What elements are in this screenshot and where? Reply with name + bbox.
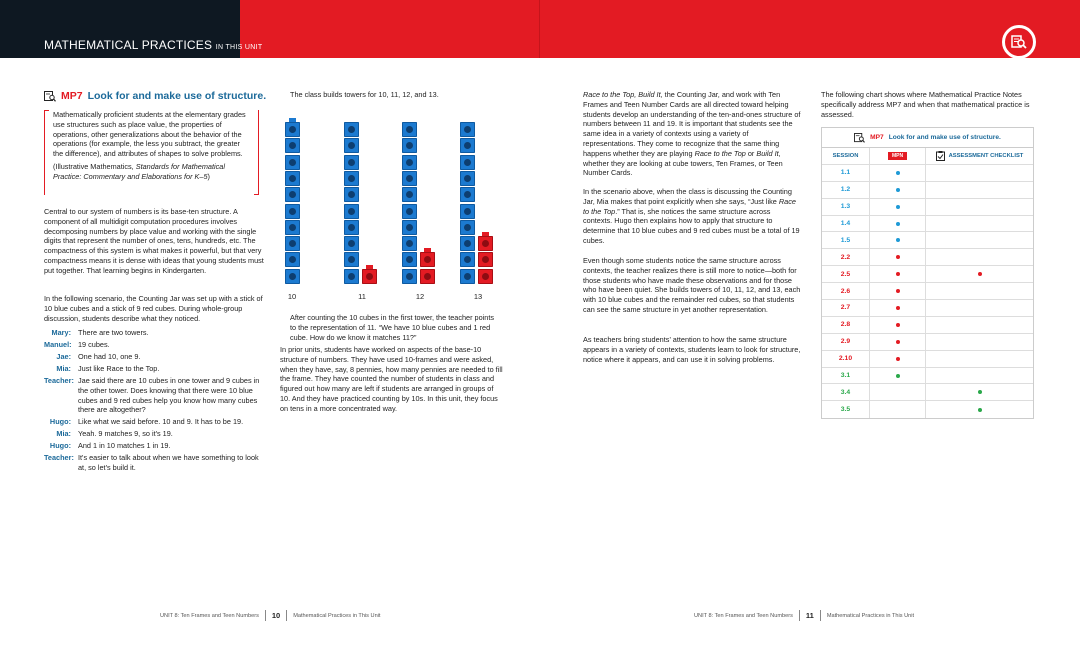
checklist-dot xyxy=(978,408,982,412)
blue-cube xyxy=(402,138,417,153)
mpn-cell xyxy=(870,334,926,350)
table-row xyxy=(822,232,1033,249)
mpn-dot xyxy=(896,188,900,192)
mpn-cell xyxy=(870,368,926,384)
footer-right xyxy=(694,610,914,621)
table-row xyxy=(822,368,1033,385)
page-title-main: MATHEMATICAL PRACTICES xyxy=(44,38,213,52)
session-cell: 3.5 xyxy=(822,401,870,418)
text-italic: Race to the Top xyxy=(694,148,746,158)
mp-heading xyxy=(44,90,266,102)
utterance: There are two towers. xyxy=(78,328,149,337)
table-row xyxy=(822,266,1033,283)
header-checklist-label: ASSESSMENT CHECKLIST xyxy=(948,152,1024,159)
table-row xyxy=(822,199,1033,216)
cube-towers-figure xyxy=(278,105,503,305)
dialogue-line xyxy=(44,417,264,427)
dialogue-line xyxy=(44,328,264,338)
figure-caption: After counting the 10 cubes in the first tower, the teacher points to the representation of 11. “We have 10 blue cubes and 1 red cube. How do we know it matches 11?” xyxy=(290,313,495,342)
mpn-cell xyxy=(870,401,926,418)
page-title-sub: IN THIS UNIT xyxy=(215,44,263,51)
magnifier-book-icon xyxy=(854,133,865,143)
red-cube xyxy=(478,269,493,284)
table-row xyxy=(822,351,1033,368)
checklist-cell xyxy=(926,401,1033,418)
blue-cube xyxy=(285,269,300,284)
checklist-cell xyxy=(926,165,1033,181)
footer-divider xyxy=(286,610,287,621)
header-mpn xyxy=(870,148,926,164)
session-cell: 2.9 xyxy=(822,334,870,350)
blue-cube xyxy=(285,122,300,137)
blue-cube xyxy=(460,187,475,202)
mpn-badge: MPN xyxy=(888,152,907,160)
mpn-cell xyxy=(870,182,926,198)
header-checklist xyxy=(926,148,1033,164)
session-cell: 2.5 xyxy=(822,266,870,282)
mpn-cell xyxy=(870,216,926,232)
session-cell: 1.2 xyxy=(822,182,870,198)
blue-cube xyxy=(402,122,417,137)
mpn-cell xyxy=(870,300,926,316)
dialogue xyxy=(44,328,264,475)
footer-section: Mathematical Practices in This Unit xyxy=(826,612,915,619)
page-number: 10 xyxy=(271,611,281,620)
footer-section: Mathematical Practices in This Unit xyxy=(293,612,381,619)
utterance: Just like Race to the Top. xyxy=(78,363,160,373)
checklist-cell xyxy=(926,334,1033,350)
col3-paragraph: As teachers bring students’ attention to how the same structure appears in a variety of contexts, students learn to look for structure, notice where it appears, and can use it in solving problems. xyxy=(583,335,801,364)
blue-cube xyxy=(460,236,475,251)
quote-body: Mathematically proficient students at the elementary grades use structures such as place value, the properties of operations, other generalizations about the behavior of the operations (for example, the less you subtract, the greater the difference), and attributes of shapes to solve problems. xyxy=(53,110,246,159)
blue-cube xyxy=(285,236,300,251)
blue-cube xyxy=(460,155,475,170)
session-cell: 1.5 xyxy=(822,232,870,248)
blue-cube xyxy=(402,269,417,284)
mpn-cell xyxy=(870,266,926,282)
page-fold xyxy=(539,0,540,58)
page-title xyxy=(44,38,262,52)
blue-cube xyxy=(285,171,300,186)
footer-unit: UNIT 8: Ten Frames and Teen Numbers xyxy=(160,612,259,619)
footer-divider xyxy=(799,610,800,621)
mpn-cell xyxy=(870,283,926,299)
blue-cube xyxy=(460,204,475,219)
table-title xyxy=(822,128,1033,148)
blue-cube xyxy=(285,138,300,153)
text-italic: Race to the Top xyxy=(583,196,796,216)
blue-cube xyxy=(402,187,417,202)
text-run: .” That is, she notices the same structure across contexts. Hugo then explains how to apply that structure to determine that 10 blue cubes and 9 red cubes must be a total of 19 cubes. xyxy=(583,206,800,245)
mpn-dot xyxy=(896,340,900,344)
mpn-cell xyxy=(870,384,926,400)
blue-cube xyxy=(402,220,417,235)
chart-intro: The following chart shows where Mathematical Practice Notes specifically address MP7 and when that mathematical practice is assessed. xyxy=(821,90,1030,119)
blue-cube xyxy=(344,252,359,267)
col3-paragraph xyxy=(583,90,801,178)
magnifier-book-icon xyxy=(44,91,56,102)
mp-title: Look for and make use of structure. xyxy=(87,90,267,102)
table-row xyxy=(822,384,1033,401)
utterance: And 1 in 10 matches 1 in 19. xyxy=(78,441,171,451)
checklist-cell xyxy=(926,199,1033,215)
checklist-cell xyxy=(926,368,1033,384)
blue-cube xyxy=(402,236,417,251)
mpn-dot xyxy=(896,205,900,209)
table-title-code: MP7 xyxy=(870,134,884,141)
dialogue-line xyxy=(44,453,264,473)
blue-cube xyxy=(402,204,417,219)
red-cube xyxy=(420,252,435,267)
blue-cube xyxy=(402,171,417,186)
mpn-dot xyxy=(896,255,900,259)
towers-intro: The class builds towers for 10, 11, 12, and 13. xyxy=(290,90,439,99)
tower-label: 11 xyxy=(358,292,366,301)
mpn-dot xyxy=(896,222,900,226)
checklist-cell xyxy=(926,232,1033,248)
dialogue-line xyxy=(44,376,264,415)
blue-cube xyxy=(344,171,359,186)
red-cube xyxy=(362,269,377,284)
citation-title: Standards for Mathematical Practice: Commentary and Elaborations for K–5 xyxy=(53,161,225,181)
mpn-dot xyxy=(896,289,900,293)
mpn-cell xyxy=(870,351,926,367)
blue-cube xyxy=(344,155,359,170)
speaker: Teacher: xyxy=(44,375,74,385)
speaker: Teacher: xyxy=(44,453,74,463)
mpn-dot xyxy=(896,323,900,327)
checklist-cell xyxy=(926,351,1033,367)
footer-left xyxy=(160,610,380,621)
tower-label: 10 xyxy=(287,292,297,301)
session-cell: 1.1 xyxy=(822,165,870,181)
blue-cube xyxy=(402,155,417,170)
session-cell: 2.10 xyxy=(822,351,870,367)
session-cell: 2.6 xyxy=(822,283,870,299)
table-row xyxy=(822,182,1033,199)
session-cell: 2.7 xyxy=(822,300,870,316)
speaker: Hugo: xyxy=(49,441,71,451)
mpn-dot xyxy=(896,238,900,242)
blue-cube xyxy=(460,122,475,137)
blue-cube xyxy=(285,155,300,170)
text-italic: Race to the Top, Build It, xyxy=(583,90,663,99)
footer-divider xyxy=(820,610,821,621)
utterance: 19 cubes. xyxy=(78,339,110,349)
col3-paragraph: Even though some students notice the same structure across contexts, the teacher realizes there is still more to notice—both for those students who have made these observations and for those who have been quiet. She builds towers of 10, 11, 12, and 13, each with 10 blue cubes and the remainder red cubes, so that students can see the same structure in yet another representation. xyxy=(583,256,801,314)
session-cell: 3.4 xyxy=(822,384,870,400)
red-cube xyxy=(478,236,493,251)
checklist-dot xyxy=(978,272,982,276)
table-row xyxy=(822,300,1033,317)
checklist-cell xyxy=(926,182,1033,198)
table-row xyxy=(822,317,1033,334)
text-run: In the scenario above, when the class is discussing the Counting Jar, Mia makes that point explicitly when she says, “Just like xyxy=(583,187,792,206)
dialogue-line xyxy=(44,352,264,362)
citation-post: ) xyxy=(207,171,210,181)
blue-cube xyxy=(460,252,475,267)
dialogue-line xyxy=(44,340,264,350)
tower-label: 13 xyxy=(473,292,483,301)
blue-cube xyxy=(344,236,359,251)
mpn-cell xyxy=(870,199,926,215)
utterance: Like what we said before. 10 and 9. It has to be 19. xyxy=(78,417,244,427)
header-session: SESSION xyxy=(822,148,870,164)
blue-cube xyxy=(344,220,359,235)
blue-cube xyxy=(344,269,359,284)
mpn-dot xyxy=(896,272,900,276)
blue-cube xyxy=(460,269,475,284)
red-cube xyxy=(420,269,435,284)
dialogue-line xyxy=(44,364,264,374)
text-run: the Counting Jar, and work with Ten Frames and Teen Number Cards are all directed toward helping students develop an understanding of the ten-and-ones structure of numbers between 11 and 19. It is important that students see the same idea in a variety of contexts using a variety of representations. They come to recognize that the same thing happens whether they are playing xyxy=(583,90,801,158)
blue-cube xyxy=(285,204,300,219)
checklist-cell xyxy=(926,300,1033,316)
speaker: Hugo: xyxy=(49,417,71,427)
blue-cube xyxy=(460,138,475,153)
mpn-dot xyxy=(896,374,900,378)
checklist-cell xyxy=(926,283,1033,299)
blue-cube xyxy=(344,204,359,219)
blue-cube xyxy=(285,187,300,202)
text-run: or xyxy=(745,148,757,158)
table-title-text: Look for and make use of structure. xyxy=(888,134,1001,141)
col3-paragraph xyxy=(583,187,801,246)
speaker: Mary: xyxy=(51,328,71,337)
blue-cube xyxy=(460,220,475,235)
checklist-cell xyxy=(926,317,1033,333)
speaker: Mia: xyxy=(56,429,71,439)
speaker: Jae: xyxy=(56,351,71,361)
footer-divider xyxy=(265,610,266,621)
table-row xyxy=(822,165,1033,182)
text-italic: Build It xyxy=(756,148,779,158)
session-cell: 2.8 xyxy=(822,317,870,333)
blue-cube xyxy=(285,252,300,267)
mp-session-table xyxy=(821,127,1034,419)
session-cell: 1.3 xyxy=(822,199,870,215)
utterance: Jae said there are 10 cubes in one tower and 9 cubes in the other tower. Does knowing that there were 10 blue cubes and 9 red cubes help you know how many cubes there are altogether? xyxy=(78,375,260,415)
checklist-icon xyxy=(936,151,945,161)
dialogue-line xyxy=(44,429,264,439)
checklist-cell xyxy=(926,249,1033,265)
citation-pre: (Illustrative Mathematics, xyxy=(53,161,136,171)
mpn-dot xyxy=(896,171,900,175)
session-cell: 2.2 xyxy=(822,249,870,265)
speaker: Manuel: xyxy=(44,339,72,349)
footer-unit: UNIT 8: Ten Frames and Teen Numbers xyxy=(694,612,793,619)
mpn-cell xyxy=(870,232,926,248)
table-row xyxy=(822,401,1033,418)
table-row xyxy=(822,249,1033,266)
session-cell: 1.4 xyxy=(822,216,870,232)
text-run: , whether they are looking at cube towers, Ten Frames, or Teen Number Cards. xyxy=(583,148,783,178)
table-body xyxy=(822,165,1033,418)
mp-code: MP7 xyxy=(61,90,83,102)
utterance: It's easier to talk about when we have something to look at, so let's build it. xyxy=(78,453,259,473)
mpn-cell xyxy=(870,249,926,265)
table-row xyxy=(822,334,1033,351)
mpn-cell xyxy=(870,317,926,333)
blue-cube xyxy=(460,171,475,186)
blue-cube xyxy=(344,122,359,137)
quote-citation xyxy=(53,162,250,182)
blue-cube xyxy=(344,138,359,153)
mpn-dot xyxy=(896,306,900,310)
red-cube xyxy=(478,252,493,267)
standards-quote xyxy=(44,110,259,195)
session-cell: 3.1 xyxy=(822,368,870,384)
col1-paragraph: Central to our system of numbers is its base-ten structure. A component of all multidigit computation procedures involves decomposing numbers by place value and working with the single digits that represent the number of ones, tens, hundreds, etc. The compactness of this system is what makes it powerful, but that very compactness means it is dense with ideas that young students must put together. That learning begins in Kindergarten. xyxy=(44,207,264,275)
page-number: 11 xyxy=(805,611,814,620)
tower-label: 12 xyxy=(415,292,425,301)
table-row xyxy=(822,283,1033,300)
dialogue-line xyxy=(44,441,264,451)
checklist-cell xyxy=(926,266,1033,282)
checklist-cell xyxy=(926,384,1033,400)
col1-paragraph: In the following scenario, the Counting Jar was set up with a stick of 10 blue cubes and a stick of 9 red cubes. During whole-group discussion, students describe what they noticed. xyxy=(44,294,263,323)
utterance: One had 10, one 9. xyxy=(78,351,141,361)
utterance: Yeah. 9 matches 9, so it's 19. xyxy=(78,429,173,439)
speaker: Mia: xyxy=(56,363,71,373)
magnifier-book-icon xyxy=(1002,25,1036,59)
mpn-dot xyxy=(896,357,900,361)
blue-cube xyxy=(402,252,417,267)
blue-cube xyxy=(285,220,300,235)
table-row xyxy=(822,216,1033,233)
mpn-cell xyxy=(870,165,926,181)
table-header-row xyxy=(822,148,1033,165)
blue-cube xyxy=(344,187,359,202)
checklist-dot xyxy=(978,390,982,394)
checklist-cell xyxy=(926,216,1033,232)
col2-paragraph: In prior units, students have worked on aspects of the base-10 structure of numbers. They have used 10-frames and were asked, when they have, say, 8 pennies, how many pennies are needed to fill the frame. They have counted the number of students in class and figured out how many are left if students are arranged in groups of 10. And they have practiced counting by 10s. In this unit, they focus on tens in a more concentrated way. xyxy=(280,345,503,413)
